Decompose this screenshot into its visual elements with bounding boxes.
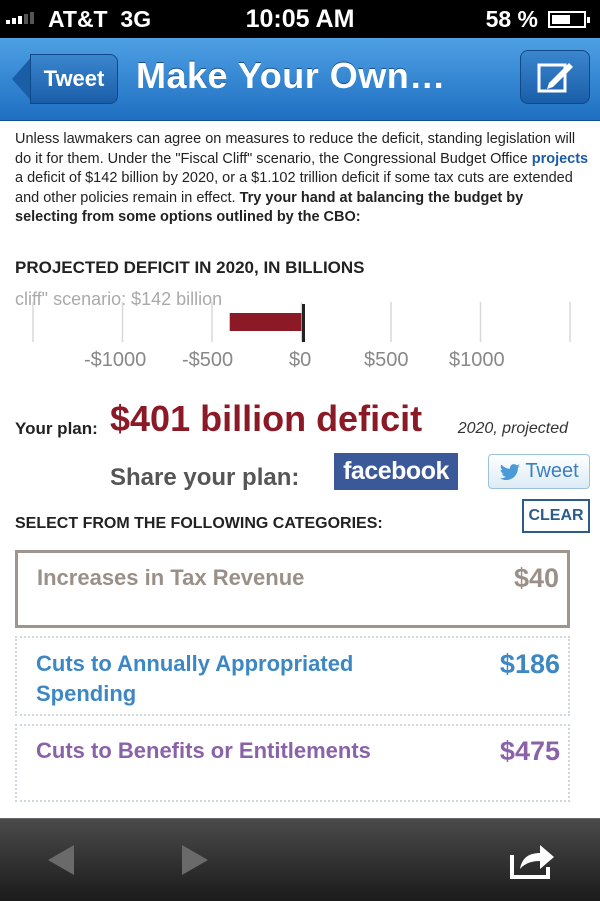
category-label: Cuts to Benefits or Entitlements [36,738,371,763]
tick-label: -$1000 [84,349,147,371]
category-tax-revenue[interactable] [15,550,570,628]
status-bar [0,0,600,38]
tick-label: $500 [364,349,409,371]
bottom-toolbar [0,818,600,901]
back-button-label: Tweet [30,54,118,104]
intro-text: Unless lawmakers can agree on measures to reduce the deficit, standing legislation will do it for them. Under the "Fiscal Cliff" scenario, the Congressional Budget Office [15,131,576,167]
scenario-caption: cliff" scenario: $142 billion [15,289,223,309]
intro-paragraph [15,130,590,228]
plan-bar [230,313,302,331]
category-benefits-entitlements[interactable] [15,724,570,802]
page-title: Make Your Own… [136,55,446,96]
intro-text-2: a deficit of $142 billion by 2020, or a $1.102 trillion deficit if some tax cuts are extended and other policies remain in effect. [15,170,573,206]
deficit-scale [0,300,600,390]
tick-label: -$500 [182,349,234,371]
carrier-label: AT&T 3G [48,6,152,32]
share-label: Share your plan: [110,464,300,491]
category-label: Cuts to Annually Appropriated Spending [36,651,354,706]
intro-bold: Try your hand at balancing the budget by selecting from some options outlined by the CBO: [15,189,524,225]
battery-percent: 58 % [485,6,538,32]
plan-note: 2020, projected [457,420,568,437]
your-plan-label: Your plan: [15,419,98,438]
category-amount: $186 [499,649,560,679]
compose-button[interactable] [520,50,590,104]
chart-title: PROJECTED DEFICIT IN 2020, IN BILLIONS [15,258,365,277]
status-time: 10:05 AM [245,5,355,33]
category-appropriated-spending[interactable] [15,636,570,716]
tick-label: $0 [289,349,312,371]
share-icon[interactable] [508,841,556,881]
category-amount: $475 [499,736,560,766]
twitter-bird-icon [499,463,521,481]
categories-title: SELECT FROM THE FOLLOWING CATEGORIES: [15,515,383,532]
back-button[interactable] [12,54,118,104]
facebook-button[interactable]: facebook [334,453,458,490]
compose-icon [535,59,575,95]
forward-arrow-icon[interactable] [182,845,208,875]
plan-deficit-amount: $401 billion deficit [110,398,423,439]
projects-link[interactable]: projects [531,150,589,167]
category-label: Increases in Tax Revenue [37,565,305,590]
tick-label: $1000 [449,349,505,371]
tweet-button-label: Tweet [525,460,579,482]
battery-icon [548,11,586,28]
nav-bar [0,38,600,121]
tweet-button[interactable] [488,454,590,489]
back-arrow-icon[interactable] [48,845,74,875]
clear-button[interactable]: CLEAR [522,499,590,533]
category-amount: $40 [513,563,559,593]
